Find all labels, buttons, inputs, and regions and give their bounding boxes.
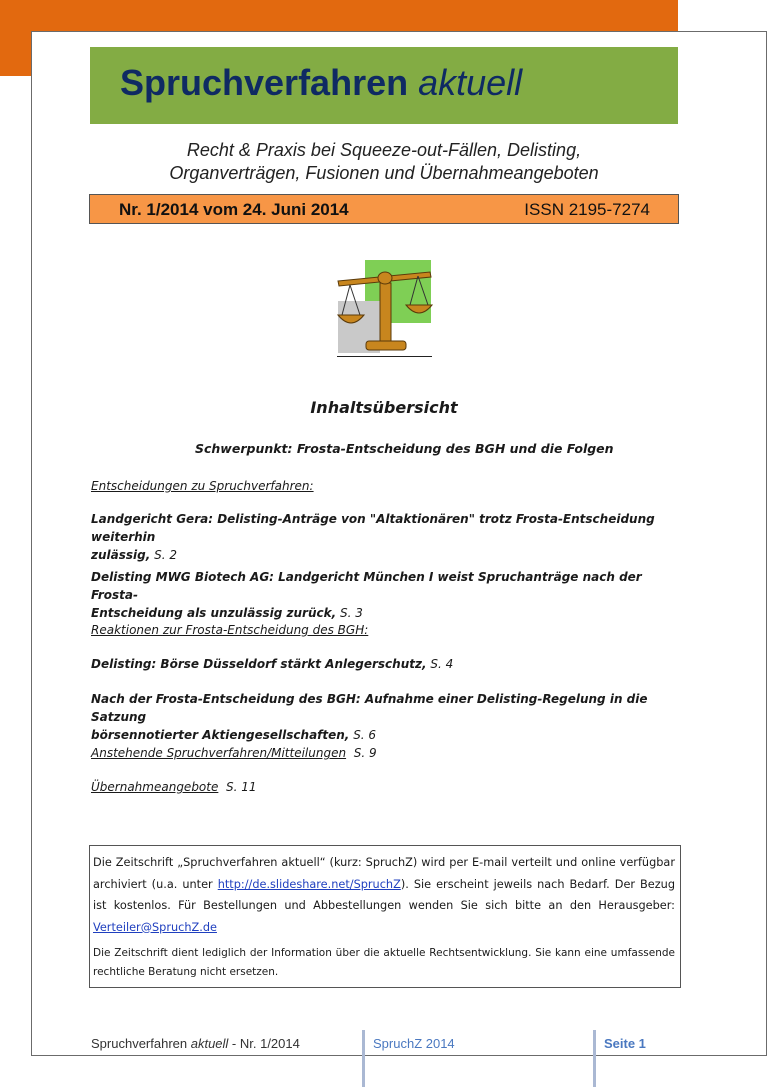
issn: ISSN 2195-7274	[524, 200, 650, 219]
toc-section-pending[interactable]: Anstehende Spruchverfahren/Mitteilungen S. 9	[91, 746, 377, 760]
toc-item-boerse[interactable]: Delisting: Börse Düsseldorf stärkt Anlegerschutz, S. 4	[91, 657, 454, 671]
subtitle-line-1: Recht & Praxis bei Squeeze-out-Fällen, Delisting,	[186, 140, 582, 160]
issue-number: Nr. 1/2014 vom 24. Juni 2014	[119, 200, 349, 219]
newsletter-title: Spruchverfahren aktuell	[120, 62, 523, 103]
toc-item-mwg[interactable]: Delisting MWG Biotech AG: Landgericht München I weist Spruchanträge nach der Frosta- Entscheidung als unzulässig zurück, S. 3	[91, 570, 642, 620]
footer-brand: SpruchZ 2014	[373, 1036, 455, 1051]
logo-underline	[337, 356, 432, 357]
notice-text: Die Zeitschrift „Spruchverfahren aktuell“ (kurz: SpruchZ) wird per E-mail verteilt und online verfügbar archiviert (u.a. unter http://de.slideshare.net/SpruchZ). Sie erscheint jeweils nach Bedarf. Der Bezug ist kostenlos. Für Bestellungen und Abbestellungen wenden Sie sich bitte an den Herausgeber: Verteiler@SpruchZ.de	[93, 856, 675, 934]
toc-item-satzung[interactable]: Nach der Frosta-Entscheidung des BGH: Aufnahme einer Delisting-Regelung in die Satzung börsennotierter Aktiengesellschaften, S. 6	[91, 692, 648, 742]
toc-focus: Schwerpunkt: Frosta-Entscheidung des BGH und die Folgen	[195, 441, 614, 456]
toc-section-decisions[interactable]: Entscheidungen zu Spruchverfahren:	[91, 479, 314, 493]
scales-of-justice-icon	[330, 255, 440, 360]
slideshare-link[interactable]: http://de.slideshare.net/SpruchZ	[217, 877, 401, 891]
notice-box	[89, 845, 681, 988]
email-link[interactable]: Verteiler@SpruchZ.de	[93, 920, 217, 934]
toc-item-gera[interactable]: Landgericht Gera: Delisting-Anträge von "Altaktionären" trotz Frosta-Entscheidung weiterhin zulässig, S. 2	[91, 512, 655, 562]
footer-divider-1	[362, 1030, 365, 1087]
issue-bar	[89, 194, 679, 224]
footer-page-number: Seite 1	[604, 1036, 646, 1051]
footer-divider-2	[593, 1030, 596, 1087]
disclaimer-text: Die Zeitschrift dient lediglich der Information über die aktuelle Rechtsentwicklung. Sie kann eine umfassende rechtliche Beratung nicht ersetzen.	[93, 947, 675, 978]
footer-publication: Spruchverfahren aktuell - Nr. 1/2014	[91, 1036, 300, 1051]
toc-section-reactions[interactable]: Reaktionen zur Frosta-Entscheidung des BGH:	[91, 623, 369, 637]
toc-section-offers[interactable]: Übernahmeangebote S. 11	[91, 780, 257, 794]
subtitle-line-2: Organverträgen, Fusionen und Übernahmeangeboten	[169, 163, 599, 183]
toc-title: Inhaltsübersicht	[310, 398, 458, 417]
header-orange-strip	[0, 0, 678, 31]
